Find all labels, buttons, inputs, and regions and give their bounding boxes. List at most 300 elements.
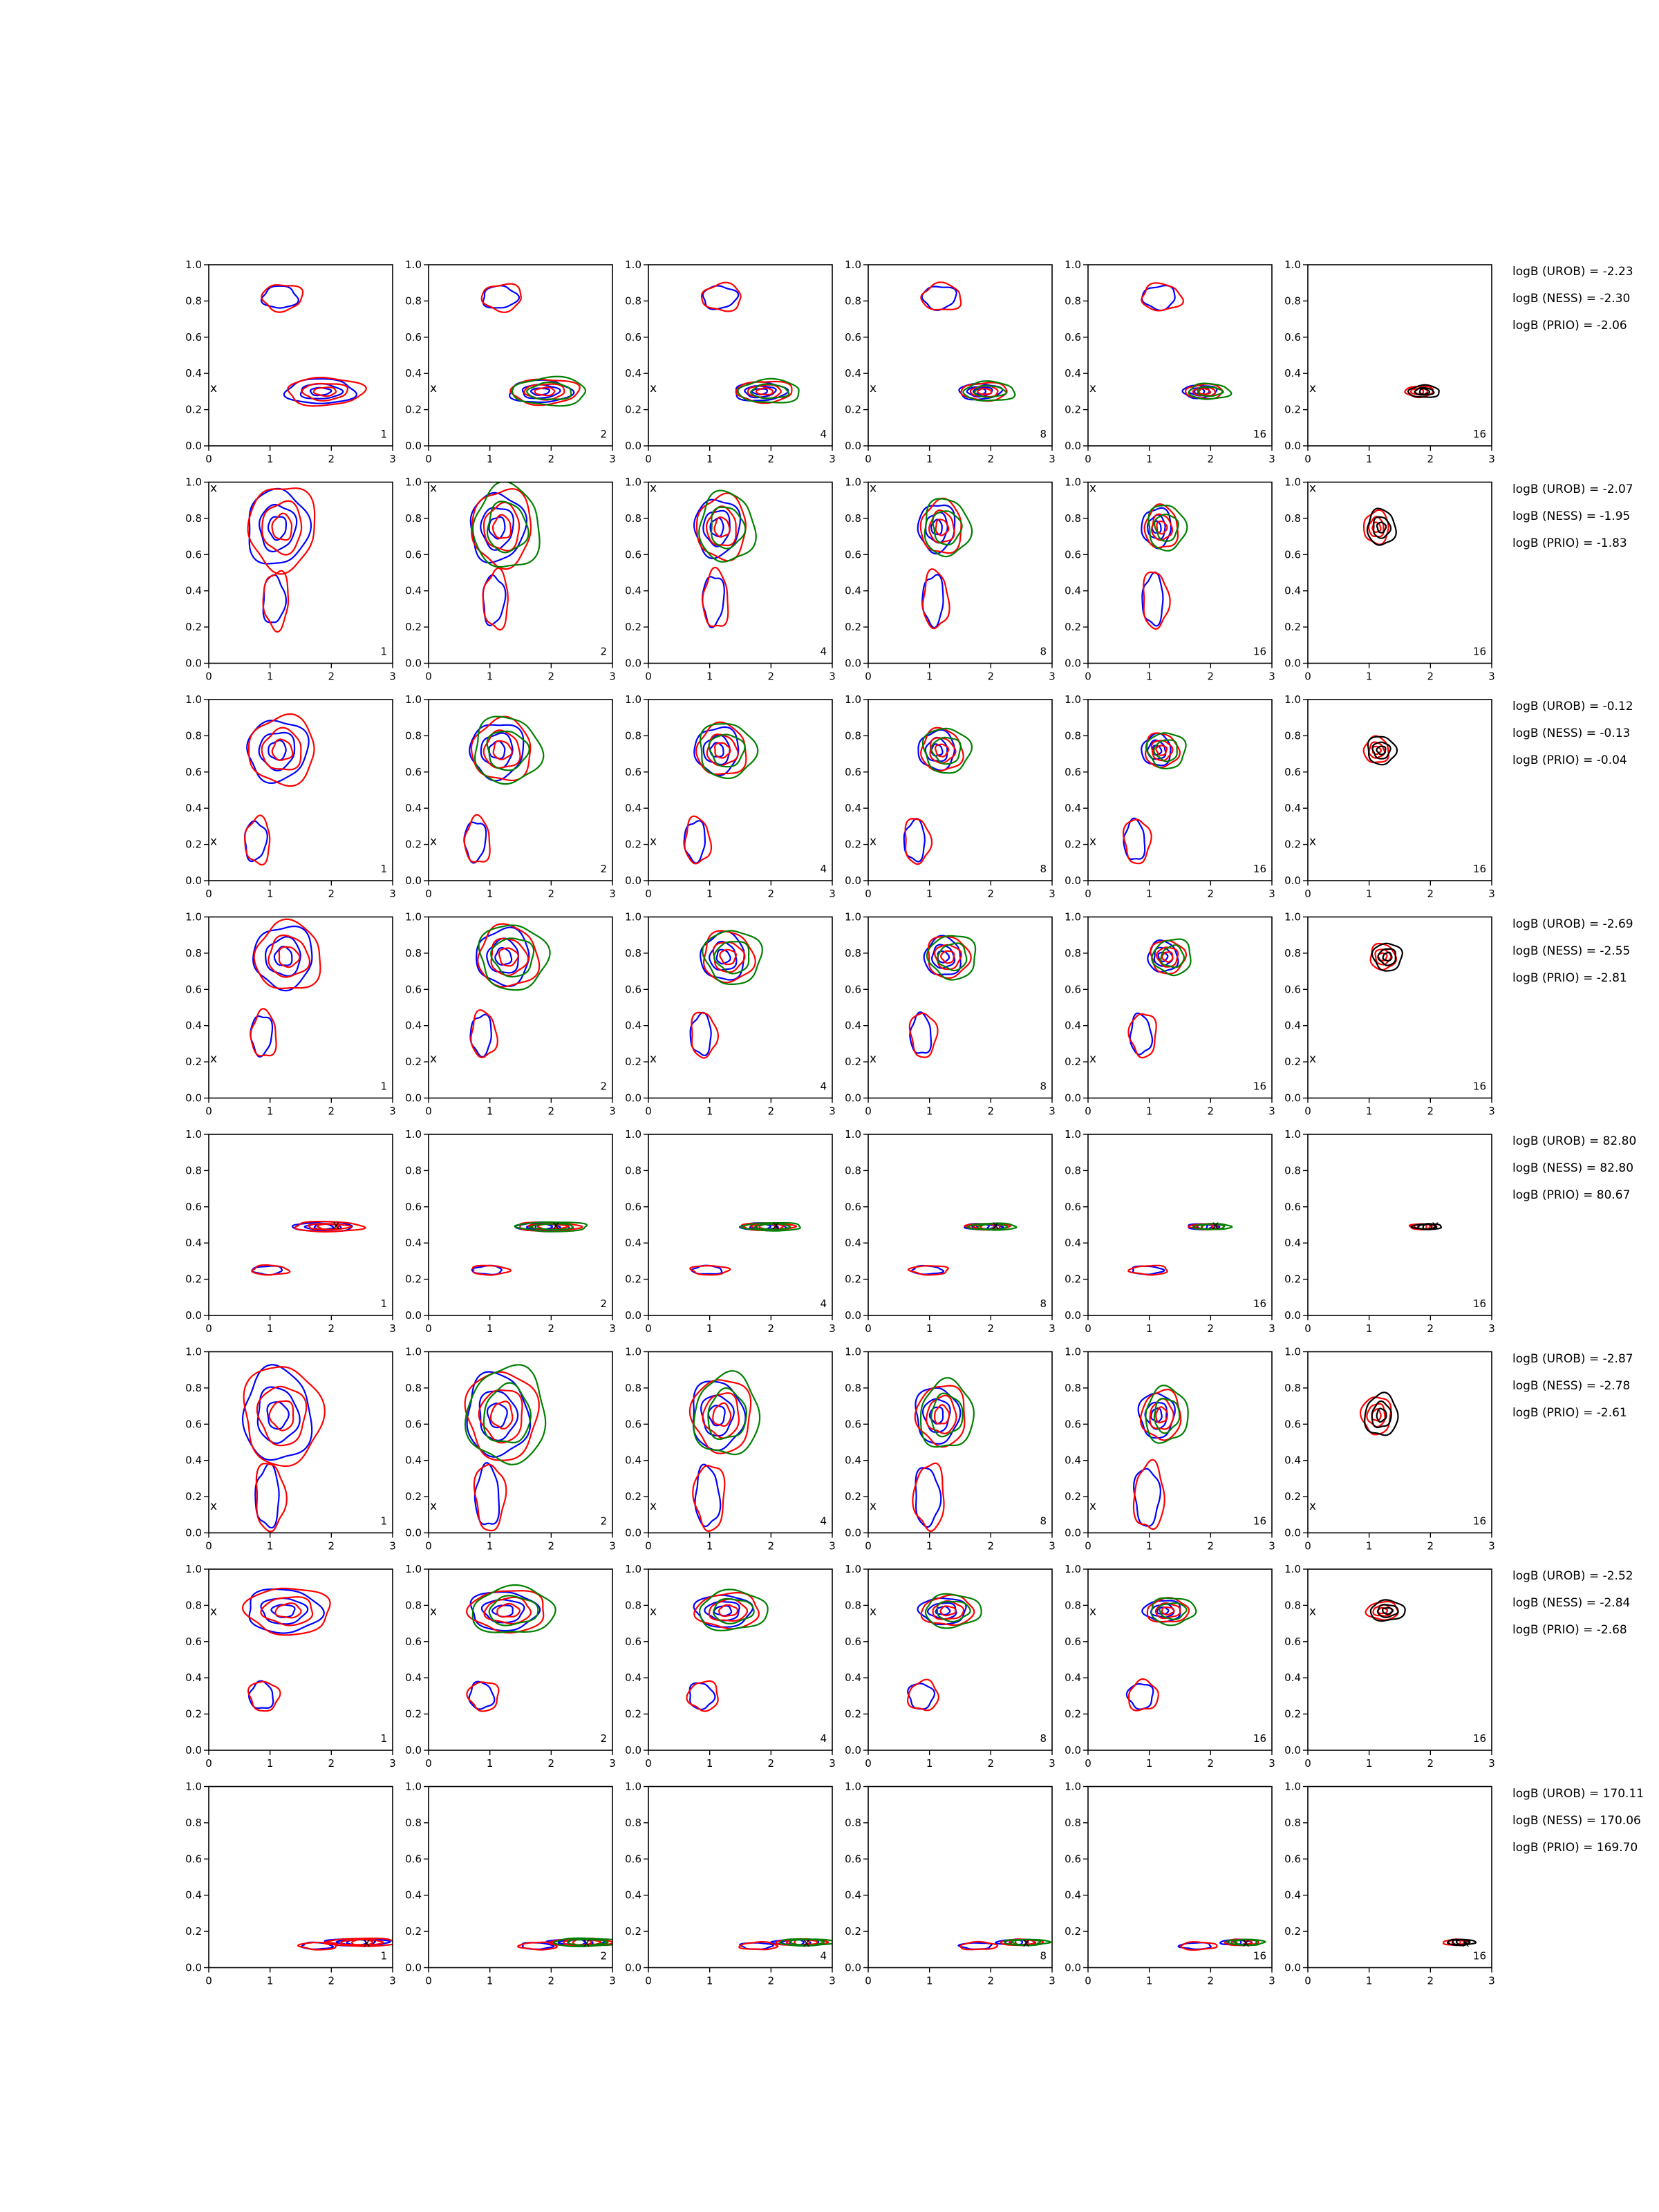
blue-contour — [492, 1605, 513, 1617]
y-tick-label: 0.4 — [1065, 367, 1081, 380]
panel-label: 1 — [380, 645, 387, 658]
y-tick-label: 0.2 — [405, 1273, 422, 1286]
x-tick-label: 0 — [1304, 888, 1311, 900]
truth-marker: x — [1462, 1936, 1470, 1950]
contour-group — [1179, 1939, 1266, 1950]
red-secondary-contour — [684, 816, 711, 864]
y-tick-label: 0.8 — [185, 512, 202, 525]
contour-group — [518, 1938, 621, 1950]
panel-label: 4 — [820, 428, 827, 440]
panel-r6-c6 — [1284, 1346, 1495, 1553]
axes-frame — [1308, 482, 1492, 664]
x-tick-label: 3 — [1268, 670, 1275, 683]
axes-frame — [209, 1569, 393, 1750]
truth-marker: x — [1309, 1604, 1317, 1619]
y-tick-label: 0.6 — [185, 1635, 202, 1648]
y-tick-label: 0.6 — [1065, 983, 1081, 996]
y-tick-label: 0.6 — [405, 330, 422, 344]
y-tick-label: 0.0 — [845, 440, 861, 452]
y-tick-label: 0.2 — [405, 1056, 422, 1069]
y-tick-label: 0.6 — [405, 765, 422, 778]
y-tick-label: 0.6 — [185, 1200, 202, 1213]
y-tick-label: 0.6 — [185, 983, 202, 996]
truth-marker: x — [870, 834, 877, 849]
x-tick-label: 2 — [328, 1105, 335, 1118]
y-tick-label: 0.8 — [1065, 946, 1081, 959]
x-tick-label: 3 — [389, 453, 396, 465]
panel-label: 1 — [380, 1080, 387, 1093]
panel-label: 4 — [820, 1949, 827, 1962]
y-tick-label: 0.4 — [405, 802, 422, 815]
red-contour — [1367, 1404, 1385, 1427]
x-tick-label: 3 — [1268, 1974, 1275, 1987]
y-tick-label: 0.0 — [1065, 874, 1081, 887]
red-secondary-contour — [471, 1010, 498, 1058]
axes-frame — [1088, 1352, 1272, 1533]
panel-label: 16 — [1253, 863, 1266, 875]
y-tick-label: 0.0 — [1065, 1309, 1081, 1322]
y-tick-label: 0.8 — [625, 294, 641, 308]
y-tick-label: 0.0 — [405, 1309, 422, 1322]
panel-label: 1 — [380, 863, 387, 875]
panel-r1-c4 — [845, 259, 1056, 465]
x-tick-label: 3 — [1488, 1105, 1495, 1118]
y-tick-label: 1.0 — [405, 1563, 422, 1575]
x-tick-label: 0 — [1304, 1974, 1311, 1987]
axes-frame — [1088, 917, 1272, 1098]
y-tick-label: 0.6 — [1065, 1418, 1081, 1431]
truth-marker: x — [1242, 1936, 1250, 1950]
truth-marker: x — [210, 1499, 218, 1514]
contour-group — [472, 1222, 587, 1275]
x-tick-label: 0 — [205, 1974, 212, 1987]
y-tick-label: 0.0 — [625, 874, 641, 887]
truth-marker: x — [210, 1604, 218, 1619]
y-tick-label: 0.2 — [185, 1925, 202, 1938]
x-tick-label: 2 — [987, 888, 995, 900]
x-tick-label: 2 — [767, 453, 775, 465]
panel-r5-c2 — [405, 1128, 616, 1335]
panel-label: 16 — [1253, 1949, 1266, 1962]
axes-frame — [429, 917, 612, 1098]
y-tick-label: 0.2 — [625, 621, 641, 634]
logb-urob-label: logB (UROB) = 82.80 — [1512, 1134, 1637, 1148]
y-tick-label: 0.0 — [405, 1744, 422, 1756]
x-tick-label: 0 — [645, 888, 652, 900]
y-tick-label: 0.0 — [1284, 440, 1301, 452]
y-tick-label: 1.0 — [1284, 910, 1301, 924]
blue-contour — [268, 1402, 289, 1429]
x-tick-label: 3 — [1049, 1757, 1056, 1770]
y-tick-label: 0.2 — [185, 838, 202, 851]
contour-group — [1371, 944, 1403, 971]
y-tick-label: 1.0 — [405, 693, 422, 706]
y-tick-label: 0.8 — [1284, 1381, 1301, 1394]
x-tick-label: 2 — [547, 888, 555, 900]
x-tick-label: 2 — [328, 1539, 335, 1553]
panel-label: 16 — [1472, 1949, 1486, 1962]
x-tick-label: 2 — [547, 1322, 555, 1335]
x-tick-label: 1 — [706, 1757, 713, 1770]
panel-r3-c4 — [845, 693, 1056, 900]
blue-secondary-contour — [483, 285, 519, 308]
x-tick-label: 0 — [645, 1757, 652, 1770]
panel-label: 1 — [380, 428, 387, 440]
y-tick-label: 0.4 — [185, 367, 202, 380]
y-tick-label: 0.0 — [185, 1309, 202, 1322]
x-tick-label: 2 — [987, 1539, 995, 1553]
y-tick-label: 0.8 — [625, 946, 641, 959]
axes-frame — [1088, 1569, 1272, 1750]
contour-group — [687, 1589, 768, 1711]
axes-frame — [1308, 1569, 1492, 1750]
truth-marker: x — [1089, 1499, 1097, 1514]
panel-r8-c5 — [1065, 1781, 1275, 1987]
y-tick-label: 0.8 — [405, 1381, 422, 1394]
panel-r8-c6 — [1284, 1781, 1495, 1987]
black-contour — [1367, 509, 1396, 545]
y-tick-label: 0.6 — [1284, 765, 1301, 778]
y-tick-label: 0.4 — [1284, 1671, 1301, 1685]
x-tick-label: 1 — [486, 1974, 494, 1987]
y-tick-label: 0.6 — [1284, 1853, 1301, 1866]
y-tick-label: 0.4 — [185, 1019, 202, 1032]
y-tick-label: 0.4 — [845, 1237, 861, 1250]
truth-marker: x — [1089, 1051, 1097, 1066]
x-tick-label: 2 — [987, 670, 995, 683]
blue-contour — [480, 508, 514, 550]
x-tick-label: 3 — [829, 1539, 836, 1553]
x-tick-label: 0 — [1085, 1974, 1091, 1987]
y-tick-label: 0.8 — [625, 729, 641, 742]
y-tick-label: 0.4 — [1284, 802, 1301, 815]
x-tick-label: 3 — [1488, 888, 1495, 900]
y-tick-label: 0.8 — [845, 1164, 861, 1177]
y-tick-label: 0.2 — [185, 1707, 202, 1721]
y-tick-label: 0.4 — [185, 584, 202, 597]
x-tick-label: 3 — [829, 453, 836, 465]
x-tick-label: 2 — [1427, 453, 1434, 465]
y-tick-label: 0.8 — [405, 729, 422, 742]
x-tick-label: 2 — [1427, 1322, 1434, 1335]
contour-group — [471, 482, 540, 630]
blue-contour — [272, 1604, 295, 1617]
x-tick-label: 1 — [486, 1322, 494, 1335]
blue-contour — [928, 1603, 956, 1619]
panel-label: 1 — [380, 1297, 387, 1310]
red-contour — [1369, 516, 1383, 536]
y-tick-label: 0.6 — [185, 1418, 202, 1431]
y-tick-label: 0.4 — [1284, 584, 1301, 597]
y-tick-label: 0.4 — [625, 802, 641, 815]
x-tick-label: 1 — [266, 1322, 274, 1335]
y-tick-label: 0.8 — [1284, 946, 1301, 959]
x-tick-label: 0 — [645, 670, 652, 683]
logb-prio-label: logB (PRIO) = -2.81 — [1512, 971, 1627, 985]
y-tick-label: 0.8 — [625, 1164, 641, 1177]
blue-contour — [709, 1405, 725, 1425]
y-tick-label: 1.0 — [1065, 1128, 1081, 1141]
panel-label: 8 — [1040, 863, 1047, 875]
panel-label: 8 — [1040, 645, 1047, 658]
y-tick-label: 0.2 — [625, 1707, 641, 1721]
red-secondary-contour — [1123, 820, 1152, 864]
x-tick-label: 3 — [1268, 888, 1275, 900]
contour-group — [739, 1939, 836, 1949]
axes-frame — [429, 482, 612, 664]
x-tick-label: 0 — [205, 1105, 212, 1118]
contour-group — [261, 285, 366, 406]
x-tick-label: 0 — [205, 453, 212, 465]
y-tick-label: 1.0 — [625, 1780, 641, 1793]
truth-marker: x — [430, 481, 438, 496]
y-tick-label: 1.0 — [845, 693, 861, 706]
panel-r3-c5 — [1065, 693, 1275, 900]
y-tick-label: 0.6 — [1065, 548, 1081, 561]
contour-group — [1405, 385, 1438, 397]
y-tick-label: 0.2 — [625, 1056, 641, 1069]
y-tick-label: 0.8 — [1284, 1816, 1301, 1829]
x-tick-label: 1 — [486, 1105, 494, 1118]
y-tick-label: 0.4 — [625, 1019, 641, 1032]
x-tick-label: 2 — [987, 1974, 995, 1987]
y-tick-label: 0.2 — [1065, 1056, 1081, 1069]
y-tick-label: 0.6 — [1065, 330, 1081, 344]
x-tick-label: 1 — [1365, 453, 1373, 465]
panel-r2-c1 — [185, 476, 396, 683]
panel-r2-c2 — [405, 476, 616, 683]
y-tick-label: 1.0 — [405, 1128, 422, 1141]
y-tick-label: 0.4 — [405, 1237, 422, 1250]
y-tick-label: 0.4 — [405, 584, 422, 597]
truth-marker: x — [870, 481, 877, 496]
contour-group — [1366, 1600, 1405, 1621]
logb-ness-label: logB (NESS) = -2.55 — [1512, 944, 1631, 958]
panel-label: 2 — [600, 645, 607, 658]
x-tick-label: 2 — [987, 1322, 995, 1335]
contour-group — [910, 936, 975, 1058]
x-tick-label: 1 — [486, 1539, 494, 1553]
truth-marker: x — [210, 1051, 218, 1066]
x-tick-label: 0 — [1304, 670, 1311, 683]
y-tick-label: 0.2 — [185, 621, 202, 634]
y-tick-label: 1.0 — [1284, 1128, 1301, 1141]
y-tick-label: 0.4 — [1284, 1237, 1301, 1250]
panel-label: 16 — [1253, 1080, 1266, 1093]
red-secondary-contour — [923, 569, 950, 628]
y-tick-label: 0.4 — [845, 1888, 861, 1902]
x-tick-label: 3 — [1049, 888, 1056, 900]
y-tick-label: 0.0 — [845, 1961, 861, 1974]
x-tick-label: 3 — [389, 670, 396, 683]
panel-label: 4 — [820, 1515, 827, 1528]
y-tick-label: 1.0 — [185, 910, 202, 924]
truth-marker: x — [1432, 1219, 1439, 1232]
x-tick-label: 1 — [1365, 670, 1373, 683]
y-tick-label: 1.0 — [845, 1128, 861, 1141]
red-secondary-contour — [1141, 283, 1183, 310]
logb-ness-label: logB (NESS) = -2.78 — [1512, 1378, 1631, 1393]
y-tick-label: 0.4 — [405, 1888, 422, 1902]
y-tick-label: 1.0 — [1065, 259, 1081, 271]
y-tick-label: 0.0 — [1065, 1961, 1081, 1974]
y-tick-label: 0.6 — [1065, 765, 1081, 778]
y-tick-label: 0.0 — [625, 440, 641, 452]
y-tick-label: 0.2 — [1065, 621, 1081, 634]
y-tick-label: 0.2 — [405, 1707, 422, 1721]
y-tick-label: 0.8 — [185, 1599, 202, 1612]
x-tick-label: 0 — [865, 1322, 872, 1335]
y-tick-label: 0.8 — [625, 1816, 641, 1829]
x-tick-label: 2 — [1427, 1757, 1434, 1770]
x-tick-label: 2 — [328, 888, 335, 900]
y-tick-label: 0.6 — [1284, 330, 1301, 344]
y-tick-label: 0.2 — [405, 1925, 422, 1938]
y-tick-label: 1.0 — [1065, 1563, 1081, 1575]
y-tick-label: 0.4 — [1065, 1237, 1081, 1250]
logb-ness-label: logB (NESS) = -2.84 — [1512, 1596, 1631, 1610]
truth-marker: x — [870, 1499, 877, 1514]
panel-label: 16 — [1253, 645, 1266, 658]
y-tick-label: 1.0 — [625, 1563, 641, 1575]
x-tick-label: 0 — [865, 453, 872, 465]
y-tick-label: 0.6 — [1284, 983, 1301, 996]
y-tick-label: 0.4 — [185, 802, 202, 815]
truth-marker: x — [650, 1604, 657, 1619]
y-tick-label: 0.0 — [625, 1526, 641, 1539]
contour-group — [921, 282, 1015, 401]
y-tick-label: 1.0 — [625, 693, 641, 706]
y-tick-label: 0.2 — [625, 838, 641, 851]
panel-r2-c4 — [845, 476, 1056, 683]
truth-marker: x — [430, 1499, 438, 1514]
red-secondary-contour — [248, 1682, 280, 1711]
x-tick-label: 3 — [389, 1539, 396, 1553]
panel-label: 4 — [820, 863, 827, 875]
panel-r7-c5 — [1065, 1563, 1275, 1770]
y-tick-label: 0.6 — [185, 765, 202, 778]
axes-frame — [1308, 1352, 1492, 1533]
y-tick-label: 1.0 — [405, 1780, 422, 1793]
x-tick-label: 1 — [926, 1757, 933, 1770]
panel-label: 16 — [1472, 428, 1486, 440]
blue-contour — [481, 733, 513, 769]
y-tick-label: 0.0 — [845, 1091, 861, 1105]
x-tick-label: 1 — [266, 1974, 274, 1987]
x-tick-label: 3 — [1488, 453, 1495, 465]
y-tick-label: 0.8 — [1284, 1599, 1301, 1612]
red-contour — [467, 1591, 543, 1633]
contour-group — [1129, 939, 1191, 1058]
y-tick-label: 0.8 — [625, 1599, 641, 1612]
x-tick-label: 1 — [706, 1974, 713, 1987]
x-tick-label: 3 — [1049, 1974, 1056, 1987]
x-tick-label: 0 — [205, 1757, 212, 1770]
panel-r3-c3 — [625, 693, 836, 900]
panel-label: 2 — [600, 1515, 607, 1528]
y-tick-label: 1.0 — [625, 1345, 641, 1358]
x-tick-label: 0 — [1085, 453, 1091, 465]
panel-label: 2 — [600, 863, 607, 875]
x-tick-label: 0 — [425, 453, 432, 465]
y-tick-label: 1.0 — [625, 910, 641, 924]
contour-group — [471, 924, 550, 1058]
y-tick-label: 0.0 — [1065, 440, 1081, 452]
logb-prio-label: logB (PRIO) = -2.61 — [1512, 1405, 1627, 1420]
x-tick-label: 2 — [767, 1539, 775, 1553]
panel-r8-c1 — [185, 1781, 396, 1987]
y-tick-label: 0.4 — [1284, 367, 1301, 380]
axes-frame — [1088, 700, 1272, 881]
y-tick-label: 0.0 — [1284, 657, 1301, 670]
truth-marker: x — [1089, 1604, 1097, 1619]
x-tick-label: 0 — [1304, 1105, 1311, 1118]
x-tick-label: 3 — [609, 888, 616, 900]
y-tick-label: 0.6 — [185, 548, 202, 561]
x-tick-label: 2 — [987, 1105, 995, 1118]
x-tick-label: 0 — [865, 1757, 872, 1770]
contour-group — [908, 1224, 1016, 1275]
panel-r2-c6 — [1284, 476, 1495, 683]
y-tick-label: 0.8 — [185, 729, 202, 742]
axes-frame — [1308, 265, 1492, 446]
panel-r7-c1 — [185, 1563, 396, 1770]
x-tick-label: 2 — [328, 670, 335, 683]
truth-marker: x — [1089, 481, 1097, 496]
y-tick-label: 0.0 — [625, 657, 641, 670]
panel-label: 16 — [1253, 1515, 1266, 1528]
y-tick-label: 0.6 — [625, 1200, 641, 1213]
truth-marker: x — [650, 481, 657, 496]
truth-marker: x — [1089, 382, 1097, 396]
y-tick-label: 0.2 — [845, 838, 861, 851]
axes-frame — [868, 1352, 1052, 1533]
y-tick-label: 0.2 — [1284, 1707, 1301, 1721]
x-tick-label: 2 — [547, 1539, 555, 1553]
panel-label: 4 — [820, 1732, 827, 1745]
y-tick-label: 0.0 — [625, 1309, 641, 1322]
x-tick-label: 1 — [1145, 1757, 1153, 1770]
y-tick-label: 0.0 — [405, 440, 422, 452]
truth-marker: x — [870, 382, 877, 396]
y-tick-label: 0.4 — [845, 584, 861, 597]
contour-group — [464, 717, 543, 863]
blue-contour — [467, 1372, 531, 1457]
y-tick-label: 0.8 — [1065, 1816, 1081, 1829]
y-tick-label: 0.2 — [845, 621, 861, 634]
y-tick-label: 0.0 — [845, 1309, 861, 1322]
red-secondary-contour — [256, 1463, 287, 1532]
y-tick-label: 0.2 — [1284, 1490, 1301, 1503]
truth-marker: x — [332, 1219, 340, 1232]
y-tick-label: 1.0 — [185, 693, 202, 706]
y-tick-label: 1.0 — [1284, 1345, 1301, 1358]
panel-r8-c3 — [625, 1781, 836, 1987]
y-tick-label: 0.2 — [1065, 1273, 1081, 1286]
x-tick-label: 2 — [547, 670, 555, 683]
blue-contour — [476, 928, 529, 986]
x-tick-label: 1 — [266, 670, 274, 683]
contour-group — [248, 488, 315, 632]
truth-marker: x — [650, 382, 657, 396]
panel-label: 1 — [380, 1732, 387, 1745]
blue-contour — [489, 741, 505, 758]
y-tick-label: 1.0 — [1065, 1345, 1081, 1358]
contour-group — [1127, 1597, 1196, 1710]
y-tick-label: 0.4 — [1065, 1019, 1081, 1032]
x-tick-label: 1 — [486, 1757, 494, 1770]
red-contour — [243, 1588, 330, 1635]
